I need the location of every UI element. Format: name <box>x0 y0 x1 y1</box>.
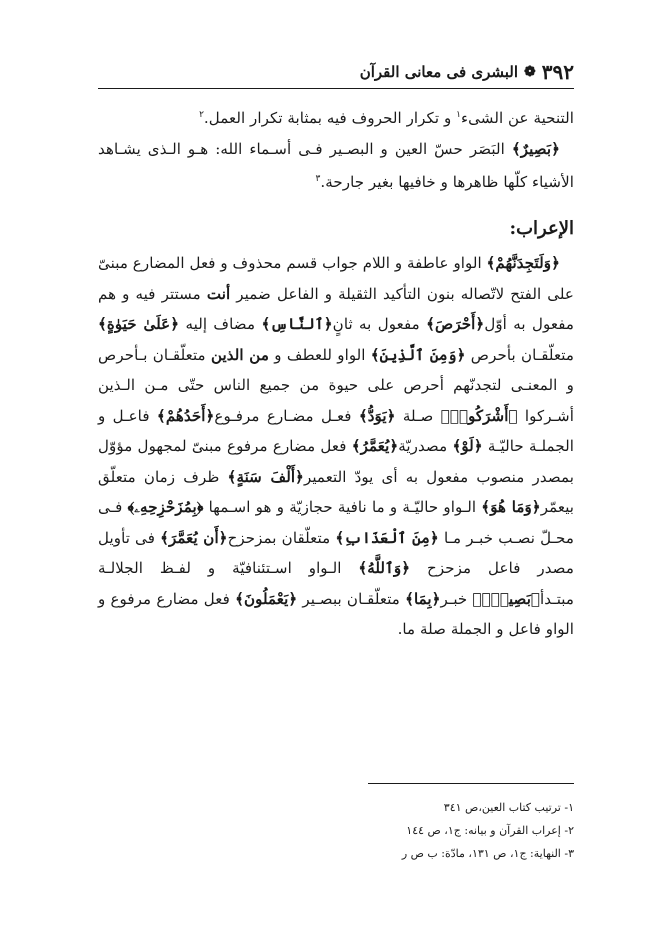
quran-phrase: ﴿بِمُزَحْزِحِهِۦ﴾ <box>127 498 204 517</box>
text-run: متعلّقـان بـأحرص و المعنـى لتجدنّهم أحرص على حيوة من جميع الناس حتّى مـن الـذين أشـركوا <box>98 345 575 425</box>
footnote-ref: ١ <box>456 110 461 120</box>
text-run: مصدريّة <box>398 437 453 456</box>
quran-phrase: ﴿وَٱللَّهُ﴾ <box>358 559 411 578</box>
quran-phrase: ﴿وَلَتَجِدَنَّهُمْ﴾ <box>486 254 560 273</box>
header-divider <box>98 88 574 89</box>
text-run: متعلّقان بمزحزح <box>227 528 336 547</box>
text-run: فى تأويل مصدر فاعل مزحزح <box>98 528 574 578</box>
body-paragraph <box>98 248 574 645</box>
text-run: الـواو اسـتئنافيّة و لفـظ الجلالـة مبتـدأ <box>98 559 574 608</box>
text-run: البَصَر حسّ العين و البصـير فـى أسـماء الله: هـو الـذى يشـاهد الأشياء كلّها ظاهرها و خافيها بغير جارحة. <box>98 139 574 192</box>
text-run: صـلة <box>395 406 441 425</box>
footnote-item: ١- ترتيب كتاب العين،ص ٣٤١ <box>443 801 574 814</box>
text-run: و تكرار الحروف فيه بمثابة تكرار العمل. <box>203 109 457 128</box>
text-run: فاعـل و الجملـة حاليّـة <box>98 406 574 456</box>
text-run: متعلّقـان ببصـير <box>297 589 406 608</box>
quran-phrase: ﴿لَوْ﴾ <box>452 437 483 456</box>
text-run: متعلّقـان بأحرص <box>465 345 574 364</box>
book-title: البشرى فى معانى القرآن <box>359 63 519 81</box>
section-heading <box>98 214 574 245</box>
text-run: فعـل مضـارع مرفـوع <box>214 406 359 425</box>
text-run: ظرف زمان متعلّق بيعمّر <box>98 467 574 517</box>
page-number: ٣٩٢ <box>541 60 574 84</box>
text-run: التنحية عن الشىء <box>460 109 574 128</box>
quran-phrase: ﴿يَعْمَلُونَ﴾ <box>235 589 298 608</box>
page-header <box>98 58 574 86</box>
quran-phrase: ﴿أَحْرَصَ﴾ <box>426 315 485 334</box>
footnote-item: ٣- النهاية: ج١، ص ١٣١، مادّة: ب ص ر <box>401 847 574 860</box>
quran-phrase: ﴿أَلْفَ سَنَةٍ﴾ <box>227 467 304 486</box>
footnote-ref: ٣ <box>315 174 321 185</box>
text-run: فعل مضارع مرفوع و الواو فاعل و الجملة صلة ما. <box>98 589 574 639</box>
body-paragraph <box>98 100 574 134</box>
text-run: فـى محـلّ نصـب خبـر مـا <box>98 498 574 547</box>
footnote-item: ٢- إعراب القرآن و بيانه: ج١، ص ١٤٤ <box>406 824 574 837</box>
footnote-ref: ٢ <box>199 110 204 120</box>
text-run: مضاف إليه <box>179 315 262 334</box>
text-run: مستتر فيه و هم مفعول به أوّل <box>98 284 575 334</box>
quran-phrase: ﴿أَشْرَكُوا۟﴾ <box>440 406 518 425</box>
text-run: الـواو حاليّـة و ما نافية حجازيّة و هو اسـمها <box>203 498 482 517</box>
quran-phrase: ﴿يُعَمَّرُ﴾ <box>351 437 399 456</box>
quran-phrase: ﴿وَمَا هُوَ﴾ <box>481 498 541 517</box>
footnotes <box>98 796 574 865</box>
text-run: خبـر <box>440 589 473 608</box>
quran-phrase: ﴿أَن يُعَمَّرَ﴾ <box>160 528 228 547</box>
text-run: الواو للعطف و <box>268 345 371 364</box>
flower-ornament-icon: ❁ <box>524 64 536 80</box>
quran-phrase: ﴿وَمِنَ ٱلَّذِينَ﴾ <box>370 345 466 364</box>
bold-term: أنت <box>206 284 231 303</box>
text-run: الواو عاطفة و اللام جواب قسم محذوف و فعل المضارع مبنىّ على الفتح لاتّصاله بنون التأكيد الثقيلة و الفاعل ضمير <box>98 254 574 303</box>
quran-phrase: ﴿بَصِيرٌ﴾ <box>511 139 560 158</box>
quran-phrase: ﴿يَوَدُّ﴾ <box>358 406 396 425</box>
text-run: فعل مضارع مرفوع مبنىّ لمجهول مؤوّل بمصدر منصوب مفعول به أى يودّ التعمير <box>98 437 574 486</box>
footnote-divider <box>368 783 574 784</box>
quran-phrase: ﴿ٱلنَّاسِ﴾ <box>261 315 333 334</box>
quran-phrase: ﴿بِمَا﴾ <box>405 589 441 608</box>
quran-phrase: ﴿عَلَىٰ حَيَوٰةٍ﴾ <box>98 315 180 334</box>
quran-phrase: ﴿بَصِيرٌۢ﴾ <box>472 589 541 608</box>
quran-phrase: ﴿أَحَدُهُمْ﴾ <box>156 406 215 425</box>
text-run: مفعول به ثانٍ <box>332 315 427 334</box>
body-paragraph <box>98 134 574 198</box>
quran-phrase: ﴿مِنَ ٱلْعَذَابِ﴾ <box>335 528 439 547</box>
page-body <box>98 100 574 645</box>
text-run: الإعراب: <box>509 217 574 239</box>
bold-term: من الذين <box>210 345 269 364</box>
